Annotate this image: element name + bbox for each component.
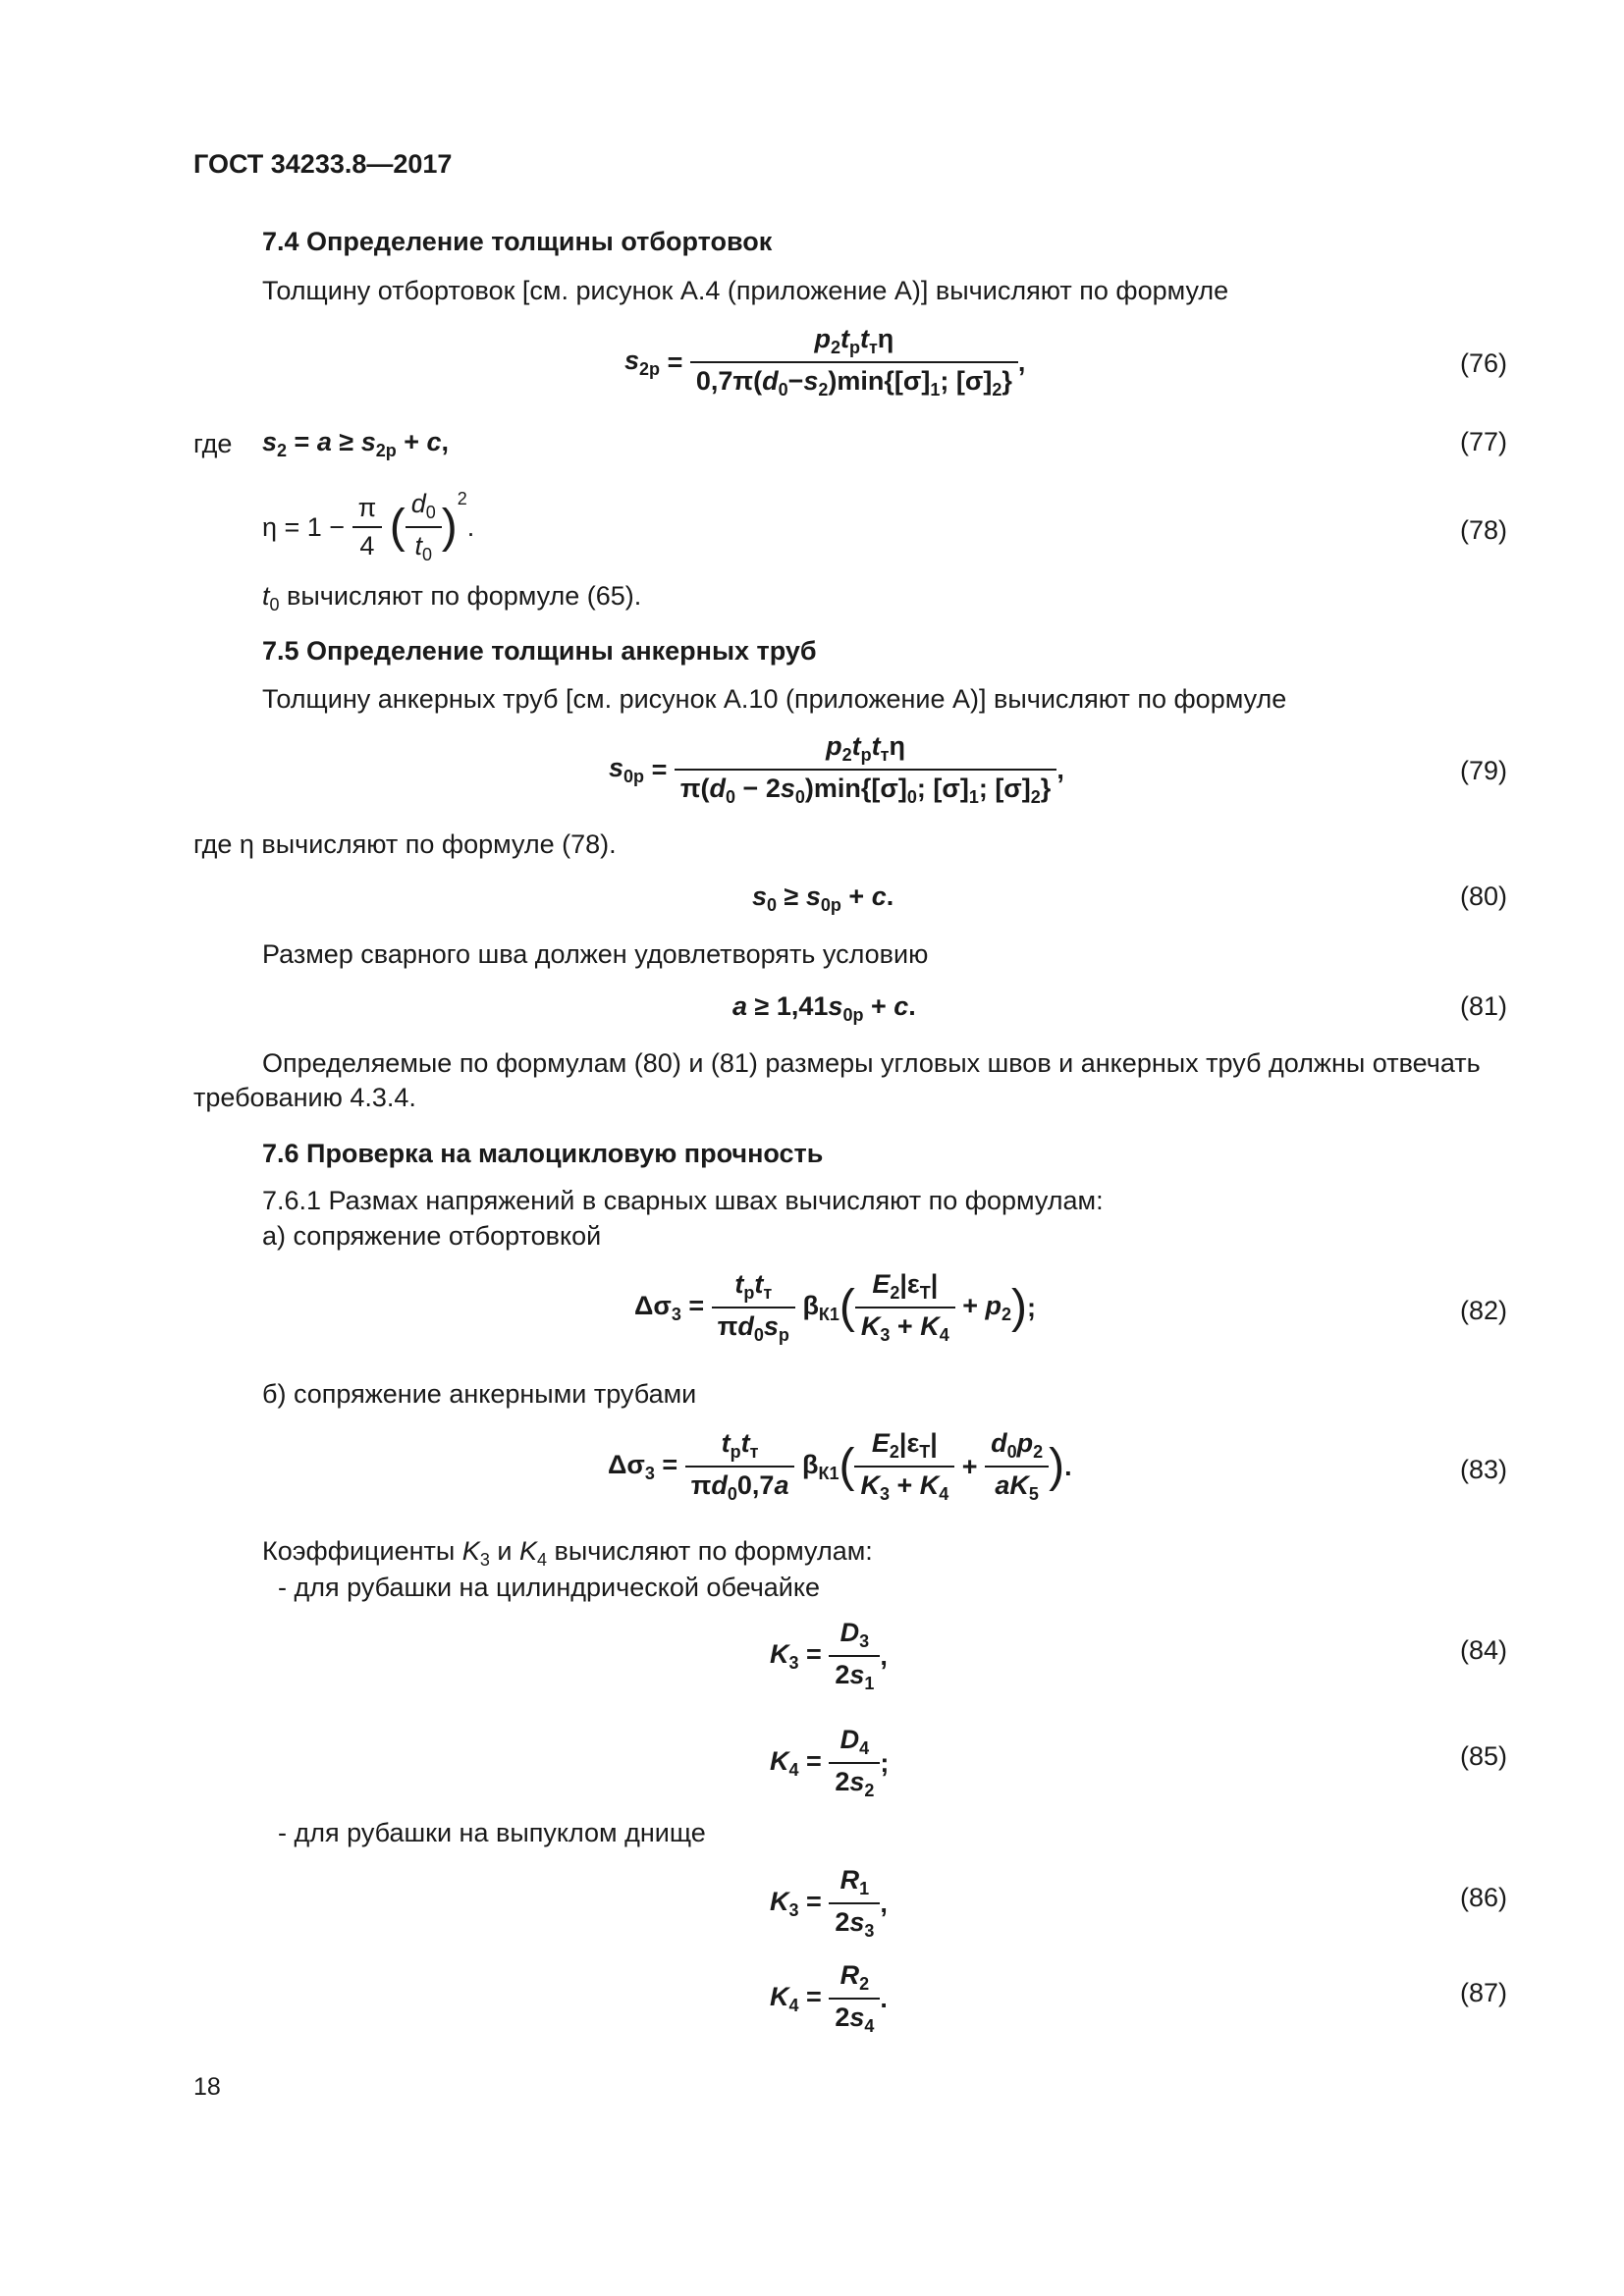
page-number: 18	[193, 2073, 221, 2101]
formula-87: $K_4$ = $\frac{R_2}{2s_4}$ .	[770, 1960, 888, 2036]
formula-86: $K_3$ = $\frac{R_1}{2s_3}$ ,	[770, 1865, 888, 1941]
equation-number-86: (86)	[1459, 1883, 1507, 1912]
equation-number-85: (85)	[1459, 1741, 1507, 1771]
document-header: ГОСТ 34233.8—2017	[193, 149, 453, 179]
weld-condition-text: Размер сварного шва должен удовлетворять условию	[262, 939, 929, 969]
formula-77: $s_2 = a \ge s_{2р} + c$,	[262, 427, 450, 460]
equation-number-82: (82)	[1459, 1296, 1507, 1325]
formula-84: $K_3$ = $\frac{D_3}{2s_1}$ ,	[770, 1618, 888, 1693]
formula-82: $\Delta\sigma_3$ = $\frac{t_рt_т}{\pi d_0s_р}$ $\beta_{К1}$( $\frac{E_2|\varepsilon_Т|}{K_3 + K_4}$ + $p_2$);	[634, 1269, 1037, 1345]
equation-number-77: (77)	[1459, 427, 1507, 456]
equation-number-79: (79)	[1459, 756, 1507, 785]
requirement-line-1: Определяемые по формулам (80) и (81) размеры угловых швов и анкерных труб должны отвечать	[262, 1048, 1481, 1078]
coefficients-intro-and: и	[497, 1536, 513, 1566]
equation-number-76: (76)	[1459, 348, 1507, 378]
equation-number-80: (80)	[1459, 881, 1507, 911]
formula-83: $\Delta\sigma_3$ = $\frac{t_рt_т}{\pi d_00,7a}$ $\beta_{К1}$( $\frac{E_2|\varepsilon_Т|}{K_3 + K_4}$ + $\frac{d_0p_2}{aK_5}$ ).	[608, 1428, 1072, 1504]
section-7-5-intro: Толщину анкерных труб [см. рисунок А.10 (приложение А)] вычисляют по формуле	[262, 684, 1287, 714]
formula-78: η = 1 − $\frac{\pi}{4}$ ( $\frac{d_0}{t_0}$ )$^2$.	[262, 489, 475, 564]
formula-81: $a \ge 1,41s_{0р} + c$.	[732, 991, 916, 1025]
t0-symbol: t	[262, 581, 270, 611]
equation-number-78: (78)	[1459, 515, 1507, 545]
item-a-text: а) сопряжение отбортовкой	[262, 1221, 602, 1251]
equation-number-83: (83)	[1459, 1455, 1507, 1484]
formula-79: $s_{0р}$ = $\frac{p_2t_рt_т\eta}{\pi(d_0 - 2s_0)\min\{[\sigma]_0; [\sigma]_1; [\sigma]_2\}}$ ,	[609, 731, 1064, 807]
t0-note: $t_0$ вычисляют по формуле (65).	[262, 581, 642, 614]
cylindrical-shell-text: - для рубашки на цилиндрической обечайке	[278, 1573, 821, 1602]
section-7-6-heading: 7.6 Проверка на малоцикловую прочность	[262, 1139, 824, 1168]
where-label: где	[193, 429, 233, 458]
equation-number-84: (84)	[1459, 1635, 1507, 1665]
coefficients-intro-a: Коэффициенты	[262, 1536, 456, 1566]
coefficients-intro: Коэффициенты $K_3$ и $K_4$ вычисляют по формулам:	[262, 1536, 873, 1570]
equation-number-81: (81)	[1459, 991, 1507, 1021]
formula-85: $K_4$ = $\frac{D_4}{2s_2}$ ;	[770, 1725, 890, 1800]
formula-76: $s_{2р}$ = $\frac{p_2t_рt_т\eta}{0,7\pi(d_0-s_2)\min\{[\sigma]_1; [\sigma]_2\}}$ ,	[624, 324, 1026, 400]
section-7-5-heading: 7.5 Определение толщины анкерных труб	[262, 636, 817, 666]
t0-note-text: вычисляют по формуле (65).	[287, 581, 642, 611]
section-7-4-heading: 7.4 Определение толщины отбортовок	[262, 227, 773, 256]
requirement-line-2: требованию 4.3.4.	[193, 1083, 416, 1112]
eta-note: где η вычисляют по формуле (78).	[193, 829, 617, 859]
equation-number-87: (87)	[1459, 1978, 1507, 2007]
section-7-4-intro: Толщину отбортовок [см. рисунок А.4 (приложение А)] вычисляют по формуле	[262, 276, 1229, 305]
convex-head-text: - для рубашки на выпуклом днище	[278, 1818, 706, 1847]
coefficients-intro-b: вычисляют по формулам:	[554, 1536, 873, 1566]
item-b-text: б) сопряжение анкерными трубами	[262, 1379, 697, 1409]
section-7-6-1-text: 7.6.1 Размах напряжений в сварных швах вычисляют по формулам:	[262, 1186, 1104, 1215]
formula-80: $s_0 \ge s_{0р} + c$.	[752, 881, 894, 915]
